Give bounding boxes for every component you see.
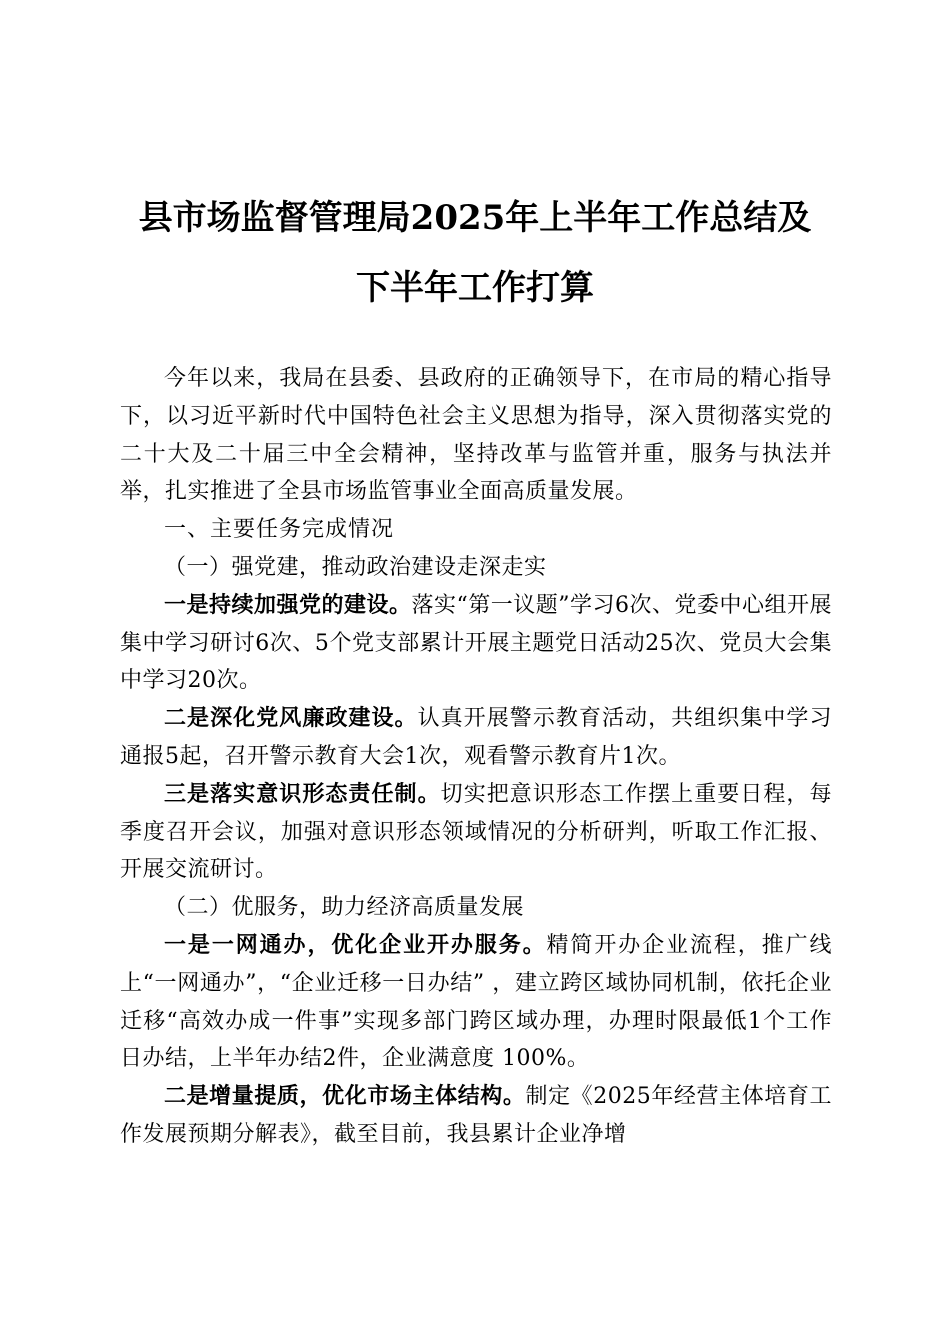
paragraph-text: 落实“第一议题”学习6次、党委中心组开展集中学习研讨6次、5个党支部累计开展主题党日活动25次、党员大会集中学习20次。 [120, 592, 833, 694]
intro-paragraph: 今年以来，我局在县委、县政府的正确领导下，在市局的精心指导下，以习近平新时代中国特色社会主义思想为指导，深入贯彻落实党的二十大及二十届三中全会精神，坚持改革与监管并重，服务与执法并举，扎实推进了全县市场监管事业全面高质量发展。 [120, 366, 832, 505]
paragraph-lead: 一是持续加强党的建设。 [164, 591, 412, 618]
subsection-heading-party-building: （一）强党建，推动政治建设走深走实 [164, 554, 547, 580]
subsection-heading-services: （二）优服务，助力经济高质量发展 [164, 895, 525, 921]
paragraph-lead: 二是增量提质，优化市场主体结构。 [164, 1083, 526, 1110]
paragraph-ideology [120, 776, 832, 889]
section-heading-main-tasks: 一、主要任务完成情况 [164, 517, 395, 543]
paragraph-one-network [120, 927, 832, 1078]
paragraph-text: 认真开展警示教育活动，共组织集中学习通报5起，召开警示教育大会1次，观看警示教育片1次。 [120, 706, 832, 769]
document-body [120, 360, 832, 1154]
paragraph-lead: 二是深化党风廉政建设。 [164, 705, 418, 732]
document-title-line2: 下半年工作打算 [356, 268, 594, 308]
paragraph-lead: 一是一网通办，优化企业开办服务。 [164, 931, 547, 958]
paragraph-market-structure [120, 1078, 832, 1154]
paragraph-text: 制定《2025年经营主体培育工作发展预期分解表》，截至目前，我县累计企业净增 [120, 1084, 832, 1147]
paragraph-lead: 三是落实意识形态责任制。 [164, 780, 441, 807]
document-title-line1: 县市场监督管理局2025年上半年工作总结及 [138, 198, 812, 238]
paragraph-party-building [120, 587, 832, 700]
paragraph-text: 切实把意识形态工作摆上重要日程，每季度召开会议，加强对意识形态领域情况的分析研判，听取工作汇报、开展交流研讨。 [120, 781, 832, 883]
paragraph-integrity [120, 700, 832, 776]
paragraph-text: 精简开办企业流程，推广线上“一网通办”，“企业迁移一日办结” ，建立跨区域协同机制，依托企业迁移“高效办成一件事”实现多部门跨区域办理，办理时限最低1个工作日办结，上半年办结2件，企业满意度 100%。 [120, 932, 832, 1072]
